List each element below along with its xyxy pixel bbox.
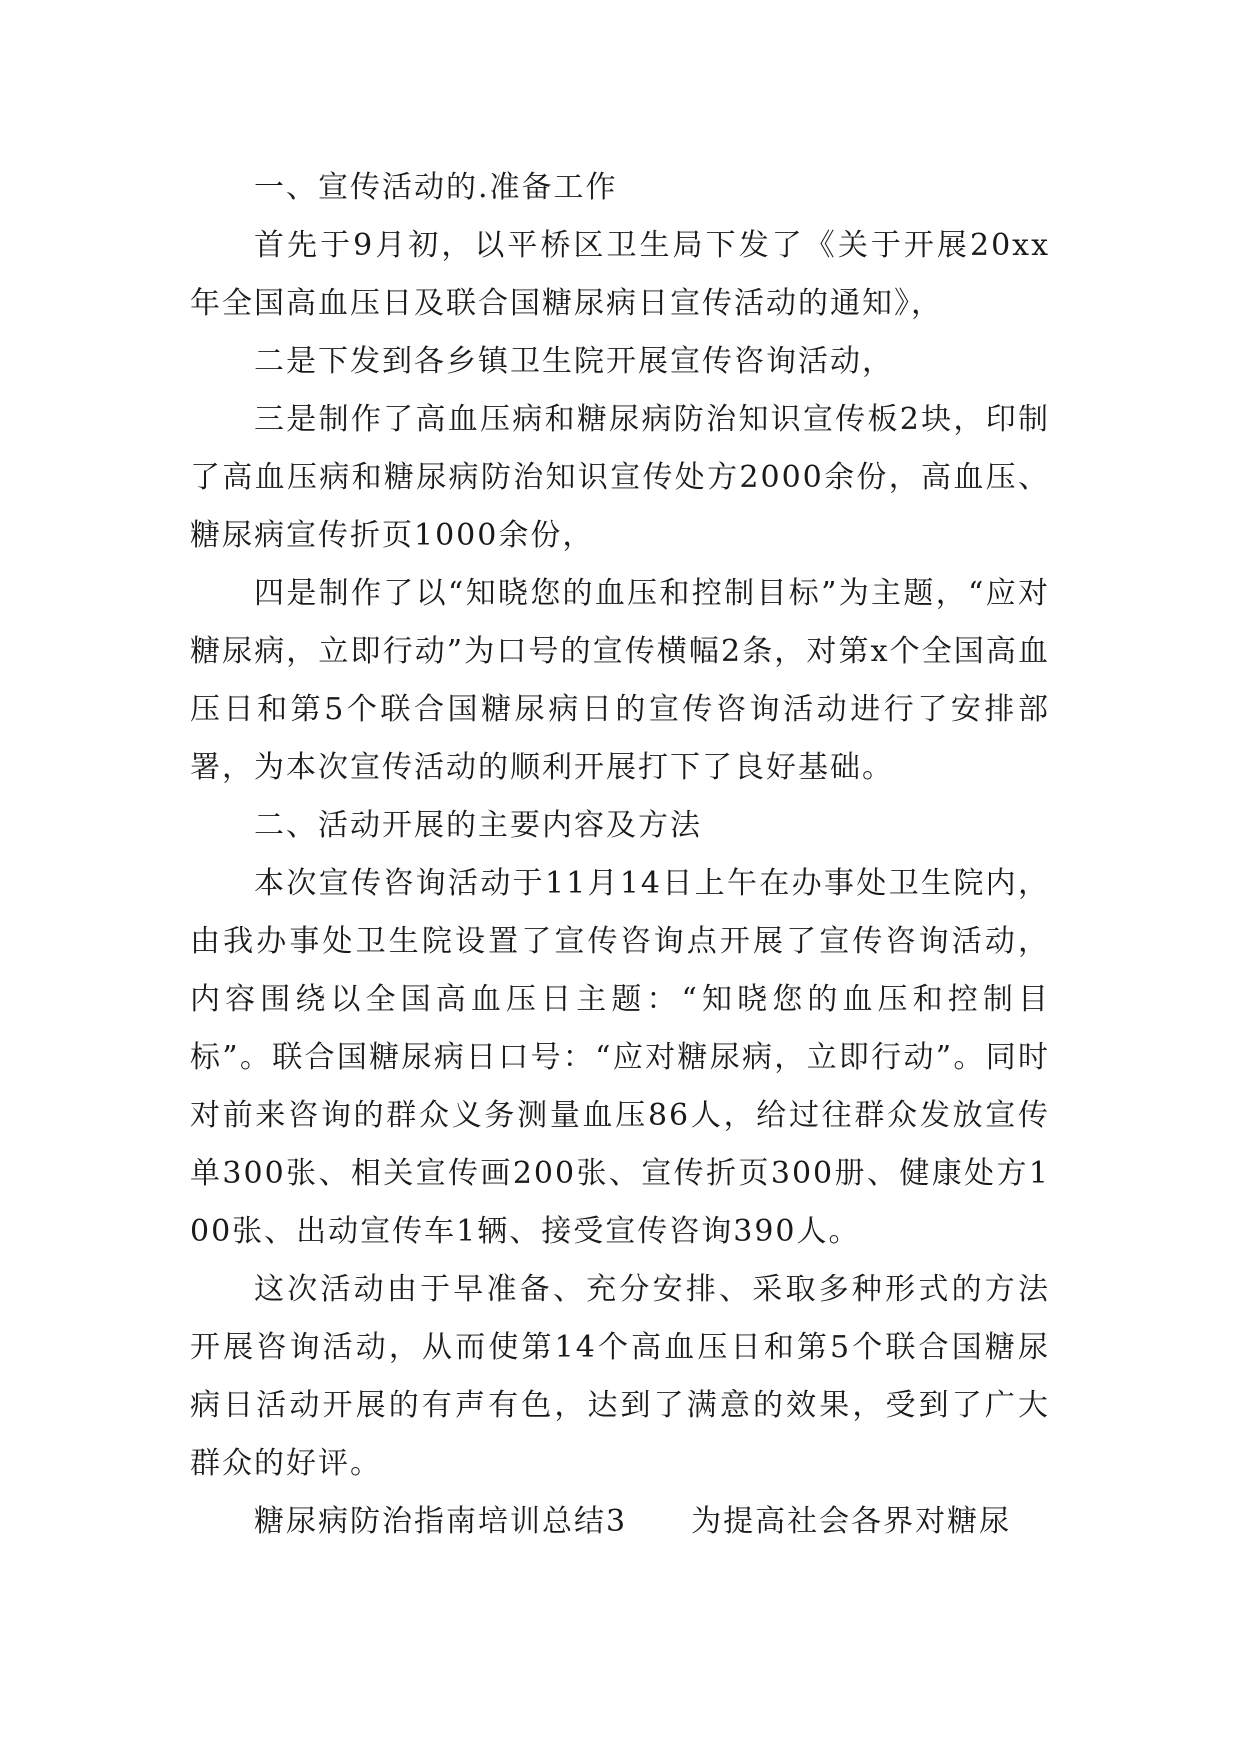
section-heading-2: 二、活动开展的主要内容及方法 <box>254 808 702 843</box>
paragraph: 二是下发到各乡镇卫生院开展宣传咨询活动， <box>254 344 894 379</box>
paragraph: 三是制作了高血压病和糖尿病防治知识宣传板2块，印制了高血压病和糖尿病防治知识宣传处方2000余份，高血压、糖尿病宣传折页1000余份， <box>190 402 1050 553</box>
paragraph: 首先于9月初，以平桥区卫生局下发了《关于开展20xx年全国高血压日及联合国糖尿病日宣传活动的通知》， <box>190 228 1050 321</box>
document-body <box>190 159 1050 1551</box>
paragraph: 这次活动由于早准备、充分安排、采取多种形式的方法开展咨询活动，从而使第14个高血压日和第5个联合国糖尿病日活动开展的有声有色，达到了满意的效果，受到了广大群众的好评。 <box>190 1272 1050 1481</box>
section-heading-1: 一、宣传活动的.准备工作 <box>254 170 618 205</box>
paragraph: 糖尿病防治指南培训总结3 为提高社会各界对糖尿 <box>254 1504 1012 1539</box>
paragraph: 四是制作了以“知晓您的血压和控制目标”为主题，“应对糖尿病，立即行动”为口号的宣传横幅2条，对第x个全国高血压日和第5个联合国糖尿病日的宣传咨询活动进行了安排部署，为本次宣传活动的顺利开展打下了良好基础。 <box>190 576 1050 785</box>
paragraph: 本次宣传咨询活动于11月14日上午在办事处卫生院内，由我办事处卫生院设置了宣传咨询点开展了宣传咨询活动，内容围绕以全国高血压日主题：“知晓您的血压和控制目标”。联合国糖尿病日口号：“应对糖尿病，立即行动”。同时对前来咨询的群众义务测量血压86人，给过往群众发放宣传单300张、相关宣传画200张、宣传折页300册、健康处方100张、出动宣传车1辆、接受宣传咨询390人。 <box>190 866 1050 1249</box>
